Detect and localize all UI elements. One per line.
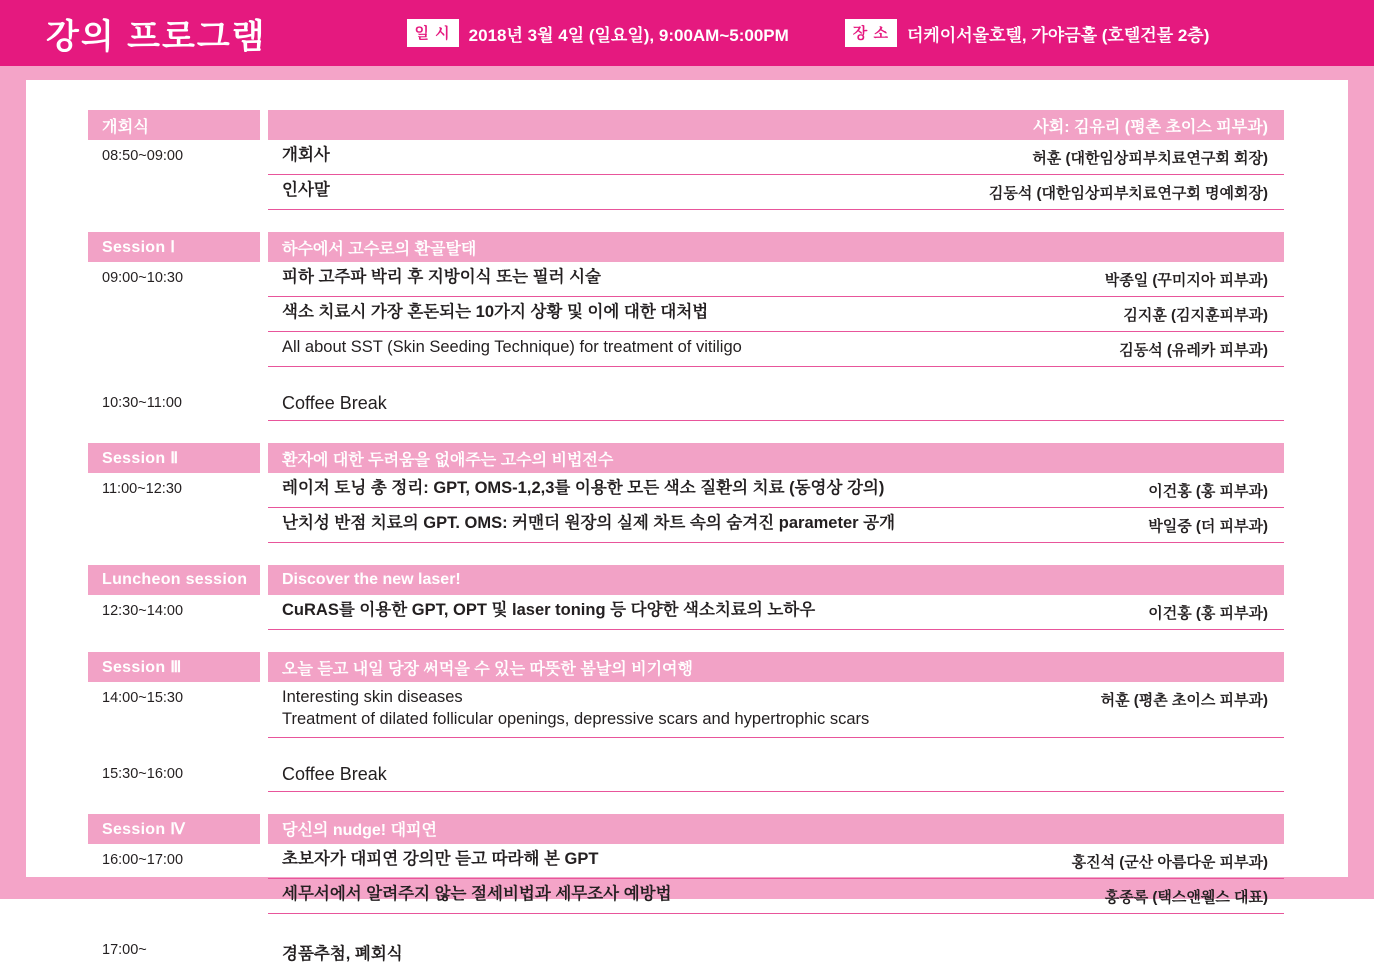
time-cell: 12:30~14:00 xyxy=(102,603,184,619)
table-row xyxy=(88,297,1284,332)
session-content-cell xyxy=(268,879,1284,914)
table-row xyxy=(88,140,1284,175)
table-row xyxy=(88,682,1284,738)
session-header-row xyxy=(88,814,1284,844)
time-cell: 08:50~09:00 xyxy=(102,148,184,164)
lecture-title: All about SST (Skin Seeding Technique) for treatment of vitiligo xyxy=(282,338,742,356)
row-spacer xyxy=(88,543,1284,565)
time-cell xyxy=(88,508,260,543)
lecture-title-secondary: Treatment of dilated follicular openings, depressive scars and hypertrophic scars xyxy=(282,709,870,728)
time-cell: 10:30~11:00 xyxy=(102,395,182,411)
table-row xyxy=(88,508,1284,543)
page-header xyxy=(0,0,1374,66)
lecture-title: 색소 치료시 가장 혼돈되는 10가지 상황 및 이에 대한 대처법 xyxy=(282,303,709,321)
speaker-name: 김동석 (대한임상피부치료연구회 명예회장) xyxy=(988,185,1268,202)
time-cell xyxy=(88,879,260,914)
place-text: 더케이서울호텔, 가야금홀 (호텔건물 2층) xyxy=(906,25,1210,45)
break-label: Coffee Break xyxy=(282,763,387,784)
session-content-cell xyxy=(268,508,1284,543)
session-title: 사회: 김유리 (평촌 초이스 피부과) xyxy=(268,110,1284,140)
lecture-title: 초보자가 대피연 강의만 듣고 따라해 본 GPT xyxy=(282,849,599,868)
session-label: 개회식 xyxy=(88,110,260,140)
row-spacer xyxy=(88,630,1284,652)
table-row xyxy=(88,879,1284,914)
table-row xyxy=(88,262,1284,297)
session-content-cell xyxy=(268,473,1284,508)
speaker-name: 김지훈 (김지훈피부과) xyxy=(1123,307,1268,324)
schedule-table xyxy=(88,110,1284,980)
break-content-cell xyxy=(268,389,1284,421)
session-title: Discover the new laser! xyxy=(268,565,1284,595)
lecture-title: 개회사 xyxy=(282,146,330,164)
row-spacer xyxy=(88,914,1284,936)
time-cell xyxy=(88,297,260,332)
table-row xyxy=(88,175,1284,210)
time-cell: 14:00~15:30 xyxy=(102,690,184,706)
session-label: Luncheon session xyxy=(88,565,260,595)
lecture-title: 인사말 xyxy=(282,181,330,199)
break-content-cell xyxy=(268,936,1284,970)
frame-left xyxy=(0,80,26,899)
place-group xyxy=(845,19,1210,47)
session-content-cell xyxy=(268,595,1284,630)
session-title: 오늘 듣고 내일 당장 써먹을 수 있는 따뜻한 봄날의 비기여행 xyxy=(268,652,1284,682)
time-cell: 15:30~16:00 xyxy=(102,765,184,782)
session-content-cell xyxy=(268,175,1284,210)
date-group xyxy=(407,19,789,47)
lecture-title: Interesting skin diseases xyxy=(282,688,463,706)
session-header-row xyxy=(88,110,1284,140)
time-cell xyxy=(88,332,260,367)
session-content-cell xyxy=(268,844,1284,879)
lecture-title: 피하 고주파 박리 후 지방이식 또는 필러 시술 xyxy=(282,268,601,286)
session-title: 당신의 nudge! 대피연 xyxy=(268,814,1284,844)
row-spacer xyxy=(88,970,1284,980)
break-row xyxy=(88,760,1284,792)
frame-right xyxy=(1348,80,1374,899)
lecture-title: 세무서에서 알려주지 않는 절세비법과 세무조사 예방법 xyxy=(282,884,672,903)
table-row xyxy=(88,844,1284,879)
speaker-name: 허훈 (평촌 초이스 피부과) xyxy=(1100,692,1268,709)
session-header-row xyxy=(88,232,1284,262)
session-title: 하수에서 고수로의 환골탈태 xyxy=(268,232,1284,262)
page-title: 강의 프로그램 xyxy=(46,17,267,56)
session-content-cell xyxy=(268,262,1284,297)
table-row xyxy=(88,595,1284,630)
time-cell: 17:00~ xyxy=(102,941,147,958)
break-content-cell xyxy=(268,760,1284,792)
session-label: Session Ⅲ xyxy=(88,652,260,682)
table-row xyxy=(88,332,1284,367)
time-cell: 09:00~10:30 xyxy=(102,270,184,286)
time-cell: 16:00~17:00 xyxy=(102,851,184,868)
session-label: Session Ⅰ xyxy=(88,232,260,262)
session-header-row xyxy=(88,443,1284,473)
header-band xyxy=(0,66,1374,80)
date-text: 2018년 3월 4일 (일요일), 9:00AM~5:00PM xyxy=(468,25,789,45)
session-header-row xyxy=(88,652,1284,682)
speaker-name: 박종일 (꾸미지아 피부과) xyxy=(1104,272,1268,289)
lecture-title: 레이저 토닝 총 정리: GPT, OMS-1,2,3를 이용한 모든 색소 질환의 치료 (동영상 강의) xyxy=(282,479,885,497)
session-content-cell xyxy=(268,140,1284,175)
speaker-name: 김동석 (유레카 피부과) xyxy=(1119,342,1268,359)
speaker-name: 이건홍 (홍 피부과) xyxy=(1148,605,1268,622)
session-content-cell xyxy=(268,297,1284,332)
speaker-name: 허훈 (대한임상피부치료연구회 회장) xyxy=(1032,150,1268,167)
table-row xyxy=(88,473,1284,508)
speaker-name: 홍종록 (택스앤웰스 대표) xyxy=(1104,888,1268,906)
closing-label: 경품추첨, 폐회식 xyxy=(282,944,403,963)
place-chip-label: 장 소 xyxy=(845,19,897,47)
row-spacer xyxy=(88,792,1284,814)
row-spacer xyxy=(88,367,1284,389)
time-cell: 11:00~12:30 xyxy=(102,481,182,497)
closing-row xyxy=(88,936,1284,970)
session-content-cell xyxy=(268,682,1284,738)
break-row xyxy=(88,389,1284,421)
speaker-name: 박일중 (더 피부과) xyxy=(1148,518,1268,535)
session-label: Session Ⅳ xyxy=(88,814,260,844)
break-label: Coffee Break xyxy=(282,393,387,413)
date-chip-label: 일 시 xyxy=(407,19,459,47)
time-cell xyxy=(88,175,260,210)
row-spacer xyxy=(88,421,1284,443)
session-label: Session Ⅱ xyxy=(88,443,260,473)
lecture-title: CuRAS를 이용한 GPT, OPT 및 laser toning 등 다양한 색소치료의 노하우 xyxy=(282,601,816,619)
speaker-name: 홍진석 (군산 아름다운 피부과) xyxy=(1071,853,1268,871)
lecture-title: 난치성 반점 치료의 GPT. OMS: 커맨더 원장의 실제 차트 속의 숨겨진 parameter 공개 xyxy=(282,514,896,532)
speaker-name: 이건홍 (홍 피부과) xyxy=(1148,483,1268,500)
session-content-cell xyxy=(268,332,1284,367)
session-title: 환자에 대한 두려움을 없애주는 고수의 비법전수 xyxy=(268,443,1284,473)
session-header-row xyxy=(88,565,1284,595)
row-spacer xyxy=(88,210,1284,232)
row-spacer xyxy=(88,738,1284,760)
